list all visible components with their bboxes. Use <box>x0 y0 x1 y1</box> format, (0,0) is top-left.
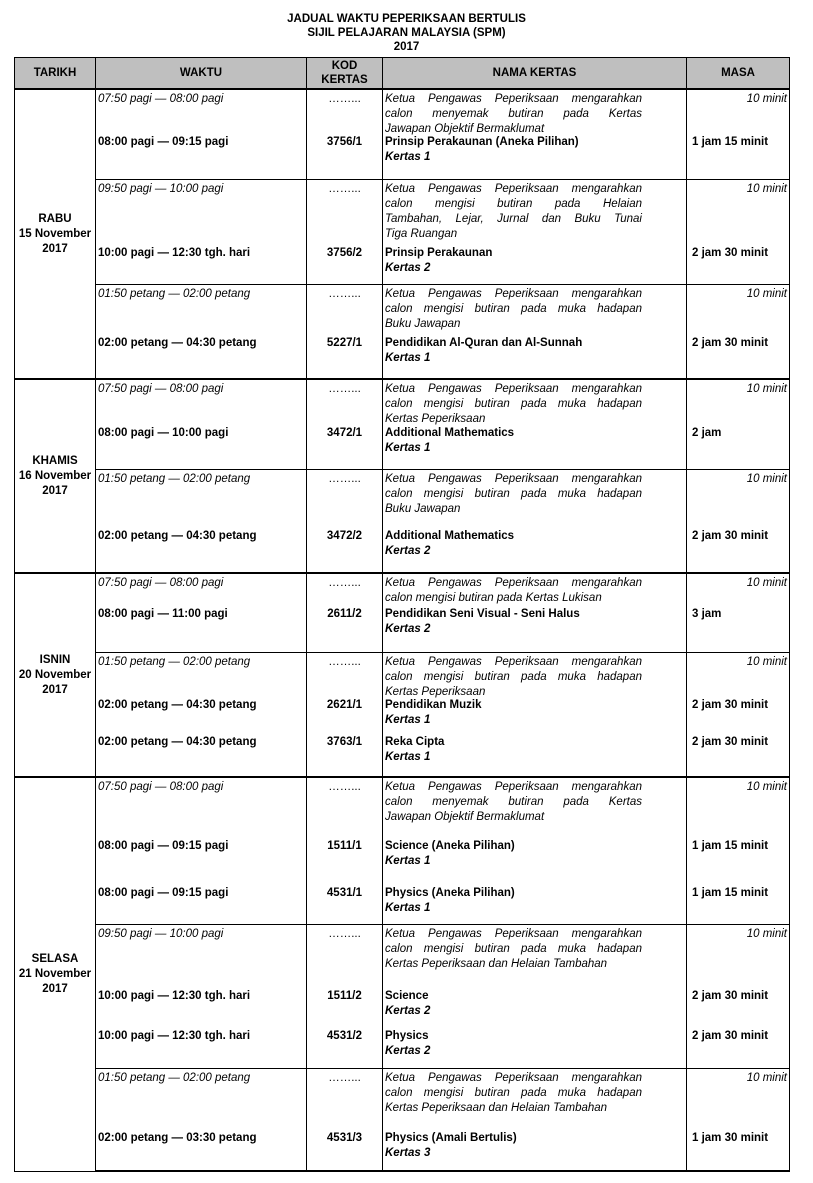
code-cell <box>307 573 383 653</box>
exam-time: 08:00 pagi — 09:15 pagi <box>98 136 229 148</box>
exam-duration: 2 jam 30 minit <box>692 736 769 748</box>
col-header-nama-kertas: NAMA KERTAS <box>383 58 687 90</box>
instruction-line: Ketua Pengawas Peperiksaan mengarahkan <box>385 288 642 300</box>
instruction-line: Ketua Pengawas Peperiksaan mengarahkan <box>385 93 642 105</box>
duration-cell <box>687 925 790 1069</box>
paper-code: 3763/1 <box>326 736 363 748</box>
exam-duration: 2 jam 30 minit <box>692 247 769 259</box>
prep-time: 09:50 pagi — 10:00 pagi <box>98 183 224 195</box>
title-line-3: 2017 <box>393 41 420 53</box>
paper-code: 4531/3 <box>326 1132 363 1144</box>
session-row <box>15 1069 790 1172</box>
prep-code: ……... <box>328 1072 361 1084</box>
exam-duration: 2 jam 30 minit <box>692 530 769 542</box>
paper-number: Kertas 2 <box>385 1045 431 1057</box>
duration-cell <box>687 379 790 470</box>
duration-cell <box>687 470 790 574</box>
duration-cell <box>687 573 790 653</box>
prep-time: 07:50 pagi — 08:00 pagi <box>98 383 224 395</box>
instruction-line: Buku Jawapan <box>385 318 461 330</box>
date-cell <box>15 573 96 777</box>
paper-number: Kertas 1 <box>385 151 431 163</box>
time-cell <box>96 180 307 285</box>
paper-code: 3756/1 <box>326 136 363 148</box>
instruction-line: calon mengisi butiran pada muka hadapan <box>385 943 642 955</box>
prep-time: 07:50 pagi — 08:00 pagi <box>98 93 224 105</box>
prep-duration: 10 minit <box>746 1072 787 1084</box>
instruction-line: Ketua Pengawas Peperiksaan mengarahkan <box>385 1072 642 1084</box>
paper-number: Kertas 2 <box>385 1005 431 1017</box>
instruction-line: calon mengisi butiran pada muka hadapan <box>385 488 642 500</box>
prep-duration: 10 minit <box>746 288 787 300</box>
instruction-line: Kertas Peperiksaan dan Helaian Tambahan <box>385 958 608 970</box>
instruction-line: Ketua Pengawas Peperiksaan mengarahkan <box>385 928 642 940</box>
prep-duration: 10 minit <box>746 781 787 793</box>
name-cell <box>383 470 687 574</box>
session-row <box>15 573 790 653</box>
name-cell <box>383 777 687 925</box>
paper-name: Science (Aneka Pilihan) <box>385 840 515 852</box>
doc-title <box>0 12 813 54</box>
name-cell <box>383 180 687 285</box>
instruction-line: Jawapan Objektif Bermaklumat <box>385 123 545 135</box>
day-year: 2017 <box>42 982 68 995</box>
session-row <box>15 777 790 925</box>
paper-code: 4531/2 <box>326 1030 363 1042</box>
paper-name: Prinsip Perakaunan <box>385 247 493 259</box>
instruction-line: Buku Jawapan <box>385 503 461 515</box>
instruction-line: calon menyemak butiran pada Kertas <box>385 796 642 808</box>
instruction-line: calon mengisi butiran pada muka hadapan <box>385 398 642 410</box>
paper-number: Kertas 1 <box>385 751 431 763</box>
prep-time: 01:50 petang — 02:00 petang <box>98 1072 251 1084</box>
day-year: 2017 <box>42 242 68 255</box>
prep-duration: 10 minit <box>746 577 787 589</box>
duration-cell <box>687 777 790 925</box>
time-cell <box>96 777 307 925</box>
exam-time: 02:00 petang — 04:30 petang <box>98 530 257 542</box>
exam-timetable <box>14 57 790 1172</box>
paper-number: Kertas 1 <box>385 442 431 454</box>
exam-duration: 2 jam 30 minit <box>692 990 769 1002</box>
prep-time: 01:50 petang — 02:00 petang <box>98 473 251 485</box>
paper-number: Kertas 2 <box>385 262 431 274</box>
paper-name: Pendidikan Al-Quran dan Al-Sunnah <box>385 337 583 349</box>
day-date: 20 November <box>18 668 92 681</box>
code-cell <box>307 653 383 778</box>
prep-code: ……... <box>328 183 361 195</box>
prep-time: 01:50 petang — 02:00 petang <box>98 656 251 668</box>
instruction-line: calon mengisi butiran pada muka hadapan <box>385 671 642 683</box>
prep-code: ……... <box>328 577 361 589</box>
header-row <box>15 58 790 90</box>
paper-number: Kertas 1 <box>385 855 431 867</box>
code-cell <box>307 925 383 1069</box>
time-cell <box>96 470 307 574</box>
duration-cell <box>687 89 790 180</box>
paper-name: Physics (Amali Bertulis) <box>385 1132 517 1144</box>
exam-time: 08:00 pagi — 10:00 pagi <box>98 427 229 439</box>
exam-duration: 1 jam 15 minit <box>692 887 769 899</box>
col-header-tarikh: TARIKH <box>15 58 96 90</box>
exam-time: 02:00 petang — 04:30 petang <box>98 699 257 711</box>
instruction-line: calon menyemak butiran pada Kertas <box>385 108 642 120</box>
prep-time: 09:50 pagi — 10:00 pagi <box>98 928 224 940</box>
paper-number: Kertas 1 <box>385 714 431 726</box>
exam-time: 02:00 petang — 03:30 petang <box>98 1132 257 1144</box>
instruction-line: Ketua Pengawas Peperiksaan mengarahkan <box>385 473 642 485</box>
paper-code: 2621/1 <box>326 699 363 711</box>
session-row <box>15 180 790 285</box>
paper-number: Kertas 1 <box>385 352 431 364</box>
instruction-line: Ketua Pengawas Peperiksaan mengarahkan <box>385 656 642 668</box>
time-cell <box>96 573 307 653</box>
name-cell <box>383 653 687 778</box>
prep-duration: 10 minit <box>746 93 787 105</box>
prep-code: ……... <box>328 288 361 300</box>
instruction-line: Ketua Pengawas Peperiksaan mengarahkan <box>385 383 642 395</box>
code-cell <box>307 1069 383 1172</box>
duration-cell <box>687 285 790 380</box>
time-cell <box>96 379 307 470</box>
prep-duration: 10 minit <box>746 928 787 940</box>
duration-cell <box>687 653 790 778</box>
exam-time: 10:00 pagi — 12:30 tgh. hari <box>98 990 251 1002</box>
name-cell <box>383 1069 687 1172</box>
code-cell <box>307 777 383 925</box>
title-line-2: SIJIL PELAJARAN MALAYSIA (SPM) <box>307 27 506 39</box>
paper-number: Kertas 2 <box>385 545 431 557</box>
name-cell <box>383 925 687 1069</box>
prep-code: ……... <box>328 656 361 668</box>
exam-duration: 3 jam <box>692 608 722 620</box>
paper-code: 1511/2 <box>327 990 362 1002</box>
name-cell <box>383 573 687 653</box>
prep-code: ……... <box>328 383 361 395</box>
paper-number: Kertas 3 <box>385 1147 431 1159</box>
exam-time: 08:00 pagi — 11:00 pagi <box>98 608 228 620</box>
name-cell <box>383 285 687 380</box>
time-cell <box>96 925 307 1069</box>
date-cell <box>15 89 96 379</box>
prep-duration: 10 minit <box>746 473 787 485</box>
paper-code: 1511/1 <box>327 840 362 852</box>
instruction-line: Kertas Peperiksaan <box>385 413 486 425</box>
exam-duration: 1 jam 15 minit <box>692 840 769 852</box>
time-cell <box>96 285 307 380</box>
instruction-line: Kertas Peperiksaan <box>385 686 486 698</box>
day-year: 2017 <box>42 484 68 497</box>
paper-name: Pendidikan Muzik <box>385 699 482 711</box>
exam-time: 10:00 pagi — 12:30 tgh. hari <box>98 247 251 259</box>
instruction-line: Tambahan, Lejar, Jurnal dan Buku Tunai <box>385 213 642 225</box>
code-cell <box>307 89 383 180</box>
exam-time: 08:00 pagi — 09:15 pagi <box>98 887 229 899</box>
prep-duration: 10 minit <box>746 383 787 395</box>
day-name: KHAMIS <box>32 454 78 467</box>
paper-name: Additional Mathematics <box>385 530 515 542</box>
name-cell <box>383 379 687 470</box>
time-cell <box>96 653 307 778</box>
session-row <box>15 925 790 1069</box>
code-cell <box>307 470 383 574</box>
paper-name: Pendidikan Seni Visual - Seni Halus <box>385 608 580 620</box>
paper-number: Kertas 1 <box>385 902 431 914</box>
exam-duration: 1 jam 30 minit <box>692 1132 769 1144</box>
instruction-line: calon mengisi butiran pada Helaian <box>385 198 642 210</box>
session-row <box>15 89 790 180</box>
day-name: RABU <box>38 212 72 225</box>
day-name: ISNIN <box>39 653 71 666</box>
instruction-line: Jawapan Objektif Bermaklumat <box>385 811 545 823</box>
paper-name: Prinsip Perakaunan (Aneka Pilihan) <box>385 136 579 148</box>
paper-name: Science <box>385 990 429 1002</box>
paper-name: Physics (Aneka Pilihan) <box>385 887 515 899</box>
exam-time: 02:00 petang — 04:30 petang <box>98 736 257 748</box>
exam-duration: 2 jam 30 minit <box>692 1030 769 1042</box>
col-header-kod-kertas: KOD KERTAS <box>307 58 383 90</box>
time-cell <box>96 89 307 180</box>
exam-duration: 2 jam 30 minit <box>692 699 769 711</box>
exam-duration: 1 jam 15 minit <box>692 136 769 148</box>
prep-time: 07:50 pagi — 08:00 pagi <box>98 577 224 589</box>
session-row <box>15 470 790 574</box>
code-cell <box>307 180 383 285</box>
exam-time: 08:00 pagi — 09:15 pagi <box>98 840 229 852</box>
day-year: 2017 <box>42 683 68 696</box>
date-cell <box>15 379 96 573</box>
exam-duration: 2 jam 30 minit <box>692 337 769 349</box>
day-date: 15 November <box>18 227 92 240</box>
title-line-1: JADUAL WAKTU PEPERIKSAAN BERTULIS <box>287 13 526 25</box>
instruction-line: calon mengisi butiran pada muka hadapan <box>385 303 642 315</box>
exam-time: 10:00 pagi — 12:30 tgh. hari <box>98 1030 251 1042</box>
session-row <box>15 653 790 778</box>
paper-code: 5227/1 <box>326 337 363 349</box>
prep-code: ……... <box>328 93 361 105</box>
instruction-line: calon mengisi butiran pada Kertas Lukisan <box>385 592 602 604</box>
session-row <box>15 379 790 470</box>
prep-time: 07:50 pagi — 08:00 pagi <box>98 781 224 793</box>
instruction-line: Ketua Pengawas Peperiksaan mengarahkan <box>385 183 642 195</box>
time-cell <box>96 1069 307 1172</box>
prep-time: 01:50 petang — 02:00 petang <box>98 288 251 300</box>
exam-duration: 2 jam <box>692 427 722 439</box>
prep-duration: 10 minit <box>746 183 787 195</box>
paper-code: 3472/2 <box>326 530 363 542</box>
prep-code: ……... <box>328 473 361 485</box>
day-date: 21 November <box>18 967 92 980</box>
paper-name: Additional Mathematics <box>385 427 515 439</box>
col-header-waktu: WAKTU <box>96 58 307 90</box>
date-cell <box>15 777 96 1171</box>
name-cell <box>383 89 687 180</box>
prep-duration: 10 minit <box>746 656 787 668</box>
col-header-masa: MASA <box>687 58 790 90</box>
prep-code: ……... <box>328 928 361 940</box>
paper-code: 4531/1 <box>326 887 363 899</box>
session-row <box>15 285 790 380</box>
exam-time: 02:00 petang — 04:30 petang <box>98 337 257 349</box>
paper-code: 2611/2 <box>327 608 362 620</box>
duration-cell <box>687 180 790 285</box>
instruction-line: Kertas Peperiksaan dan Helaian Tambahan <box>385 1102 608 1114</box>
instruction-line: Tiga Ruangan <box>385 228 458 240</box>
day-date: 16 November <box>18 469 92 482</box>
paper-code: 3756/2 <box>326 247 363 259</box>
day-name: SELASA <box>31 952 79 965</box>
paper-name: Reka Cipta <box>385 736 445 748</box>
paper-number: Kertas 2 <box>385 623 431 635</box>
paper-code: 3472/1 <box>326 427 363 439</box>
instruction-line: Ketua Pengawas Peperiksaan mengarahkan <box>385 577 642 589</box>
instruction-line: Ketua Pengawas Peperiksaan mengarahkan <box>385 781 642 793</box>
instruction-line: calon mengisi butiran pada muka hadapan <box>385 1087 642 1099</box>
code-cell <box>307 285 383 380</box>
duration-cell <box>687 1069 790 1172</box>
paper-name: Physics <box>385 1030 429 1042</box>
code-cell <box>307 379 383 470</box>
prep-code: ……... <box>328 781 361 793</box>
